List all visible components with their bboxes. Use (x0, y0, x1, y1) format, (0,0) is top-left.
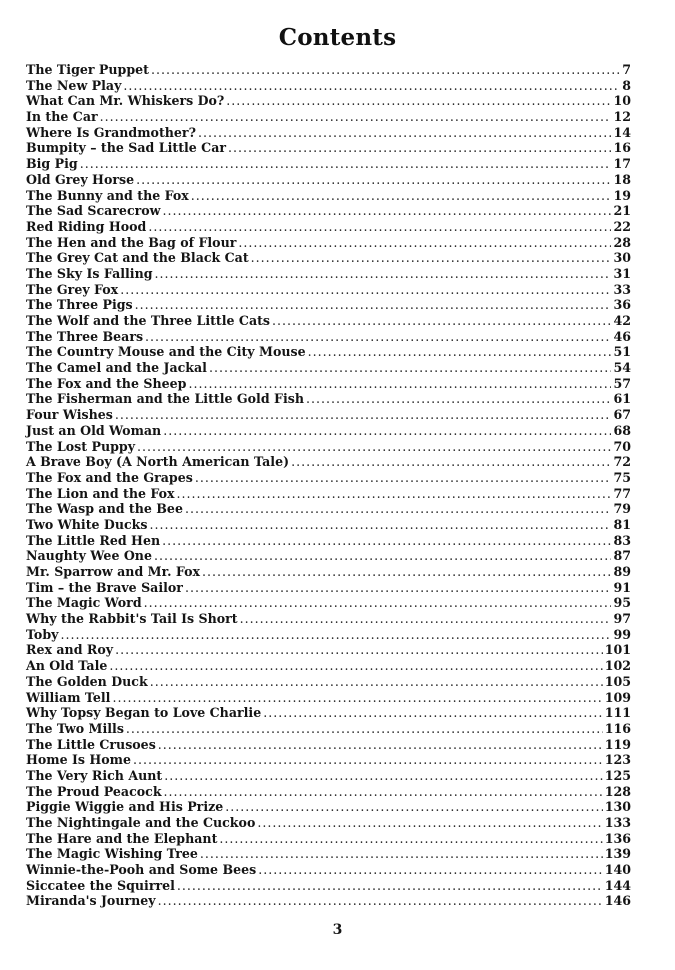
toc-entry (26, 564, 631, 580)
toc-entry-title: The Fisherman and the Little Gold Fish (26, 391, 305, 407)
toc-entry-page: 116 (604, 720, 631, 736)
toc-entry-title: The Wasp and the Bee (26, 501, 183, 517)
dot-leader (226, 93, 611, 109)
dot-leader (100, 109, 612, 125)
toc-entry (26, 313, 631, 329)
dot-leader (109, 658, 602, 674)
toc-entry (26, 329, 631, 345)
toc-entry (26, 548, 631, 564)
toc-entry (26, 486, 631, 502)
toc-entry (26, 439, 631, 455)
dot-leader (191, 188, 612, 204)
toc-entry-page: 136 (604, 830, 631, 846)
dot-leader (135, 297, 612, 313)
toc-entry-title: The Hen and the Bag of Flour (26, 234, 237, 250)
toc-entry-page: 87 (613, 548, 631, 564)
toc-entry-title: The Fox and the Sheep (26, 375, 187, 391)
toc-entry (26, 705, 631, 721)
toc-entry-page: 125 (604, 767, 631, 783)
toc-entry (26, 846, 631, 862)
toc-entry-page: 54 (613, 360, 631, 376)
dot-leader (185, 501, 612, 517)
toc-entry-page: 70 (613, 438, 631, 454)
toc-entry (26, 140, 631, 156)
toc-entry-title: The Little Red Hen (26, 532, 161, 548)
dot-leader (200, 846, 603, 862)
dot-leader (188, 376, 611, 392)
toc-entry-page: 128 (604, 783, 631, 799)
dot-leader (272, 313, 611, 329)
dot-leader (123, 78, 620, 94)
toc-entry-title: Why Topsy Began to Love Charlie (26, 705, 262, 721)
toc-entry-title: The Bunny and the Fox (26, 187, 189, 203)
toc-entry (26, 78, 631, 94)
toc-entry-page: 46 (613, 328, 631, 344)
toc-entry-title: Four Wishes (26, 407, 113, 423)
toc-entry-title: The Camel and the Jackal (26, 360, 207, 376)
toc-entry-page: 139 (604, 846, 631, 862)
dot-leader (225, 799, 602, 815)
toc-entry (26, 752, 631, 768)
toc-entry (26, 297, 631, 313)
toc-entry-page: 7 (622, 62, 631, 77)
dot-leader (150, 674, 603, 690)
toc-entry-title: Tim – the Brave Sailor (26, 579, 183, 595)
dot-leader (263, 705, 602, 721)
toc-entry-title: A Brave Boy (A North American Tale) (26, 454, 290, 470)
toc-entry-page: 57 (613, 375, 631, 391)
toc-entry (26, 109, 631, 125)
toc-entry (26, 815, 631, 831)
toc-entry-title: The Grey Fox (26, 281, 119, 297)
toc-entry-page: 18 (613, 171, 631, 187)
toc-entry (26, 862, 631, 878)
toc-entry (26, 219, 631, 235)
dot-leader (198, 125, 612, 141)
toc-entry (26, 799, 631, 815)
toc-entry-title: Where Is Grandmother? (26, 124, 196, 140)
dot-leader (158, 893, 603, 909)
toc-entry-title: What Can Mr. Whiskers Do? (26, 93, 225, 109)
toc-entry-title: The Sky Is Falling (26, 265, 153, 281)
dot-leader (163, 423, 611, 439)
toc-entry-page: 8 (622, 77, 631, 93)
dot-leader (120, 282, 611, 298)
toc-entry-page: 14 (613, 124, 631, 140)
dot-leader (145, 329, 611, 345)
dot-leader (308, 344, 612, 360)
toc-entry-title: William Tell (26, 689, 111, 705)
toc-entry (26, 580, 631, 596)
dot-leader (115, 407, 612, 423)
dot-leader (163, 203, 612, 219)
toc-entry (26, 62, 631, 78)
toc-entry-page: 95 (613, 595, 631, 611)
toc-entry-page: 75 (613, 469, 631, 485)
toc-entry (26, 831, 631, 847)
dot-leader (185, 580, 612, 596)
dot-leader (164, 768, 602, 784)
toc-entry-page: 77 (613, 485, 631, 501)
toc-entry-page: 31 (613, 265, 631, 281)
toc-entry (26, 423, 631, 439)
toc-entry-page: 21 (613, 203, 631, 219)
dot-leader (251, 250, 612, 266)
toc-entry (26, 878, 631, 894)
toc-entry (26, 517, 631, 533)
toc-entry (26, 360, 631, 376)
toc-entry-page: 42 (613, 313, 631, 328)
toc-entry-page: 51 (613, 344, 631, 360)
toc-entry-page: 119 (604, 736, 631, 752)
toc-entry-page: 99 (613, 626, 631, 642)
dot-leader (133, 752, 603, 768)
toc-entry-title: The Lost Puppy (26, 438, 136, 454)
dot-leader (240, 611, 612, 627)
toc-entry-page: 144 (604, 877, 631, 893)
toc-entry-page: 91 (613, 579, 631, 595)
toc-entry-title: The Tiger Puppet (26, 62, 149, 77)
toc-entry-title: The Wolf and the Three Little Cats (26, 313, 271, 328)
toc-entry (26, 595, 631, 611)
dot-leader (158, 737, 603, 753)
dot-leader (209, 360, 612, 376)
toc-entry-page: 79 (613, 501, 631, 517)
toc-entry-title: Winnie-the-Pooh and Some Bees (26, 862, 257, 878)
toc-entry (26, 407, 631, 423)
toc-entry (26, 282, 631, 298)
toc-entry-page: 97 (613, 611, 631, 627)
toc-entry-title: The Three Pigs (26, 297, 133, 313)
toc-entry-title: Piggie Wiggie and His Prize (26, 799, 224, 815)
toc-entry (26, 721, 631, 737)
toc-entry (26, 737, 631, 753)
toc-entry-title: In the Car (26, 109, 98, 125)
toc-entry (26, 674, 631, 690)
toc-entry (26, 768, 631, 784)
toc-entry-page: 102 (604, 658, 631, 674)
toc-entry-page: 133 (604, 815, 631, 830)
toc-entry-title: The Lion and the Fox (26, 485, 175, 501)
page-number: 3 (332, 922, 343, 938)
dot-leader (149, 517, 611, 533)
toc-entry (26, 266, 631, 282)
toc-entry-page: 17 (613, 156, 631, 172)
dot-leader (115, 642, 603, 658)
toc-entry-title: Big Pig (26, 156, 78, 172)
toc-entry (26, 627, 631, 643)
toc-entry-title: Naughty Wee One (26, 548, 152, 564)
toc-entry-title: The Very Rich Aunt (26, 767, 163, 783)
toc-entry-page: 111 (604, 705, 631, 721)
dot-leader (148, 219, 611, 235)
toc-entry-page: 81 (613, 516, 631, 532)
toc-entry-page: 30 (613, 250, 631, 266)
toc-entry-page: 89 (613, 564, 631, 579)
toc-entry (26, 376, 631, 392)
toc-entry-title: The Sad Scarecrow (26, 203, 161, 219)
dot-leader (80, 156, 612, 172)
toc-entry (26, 611, 631, 627)
toc-entry (26, 172, 631, 188)
toc-entry-page: 130 (604, 799, 631, 815)
toc-entry-page: 72 (613, 454, 631, 470)
toc-entry (26, 501, 631, 517)
toc-entry-page: 140 (604, 862, 631, 878)
toc-entry-title: Just an Old Woman (26, 422, 162, 438)
toc-entry (26, 642, 631, 658)
dot-leader (126, 721, 603, 737)
toc-entry-title: Toby (26, 626, 59, 642)
dot-leader (60, 627, 611, 643)
dot-leader (238, 235, 611, 251)
toc-entry-page: 83 (613, 532, 631, 548)
toc-entry-page: 109 (604, 689, 631, 705)
toc-entry-page: 10 (613, 93, 631, 109)
toc-entry (26, 250, 631, 266)
dot-leader (112, 690, 602, 706)
dot-leader (144, 595, 612, 611)
dot-leader (164, 784, 603, 800)
dot-leader (258, 862, 602, 878)
toc-entry-page: 36 (613, 297, 631, 313)
toc-entry (26, 391, 631, 407)
toc-entry-title: The Three Bears (26, 328, 144, 344)
toc-entry-page: 22 (613, 218, 631, 234)
dot-leader (257, 815, 602, 831)
toc-entry (26, 344, 631, 360)
toc-entry-title: The Magic Word (26, 595, 142, 611)
toc-entry-title: The Nightingale and the Cuckoo (26, 815, 256, 830)
toc-entry (26, 784, 631, 800)
toc-entry-title: The Two Mills (26, 720, 124, 736)
toc-entry-page: 68 (613, 422, 631, 438)
dot-leader (154, 548, 611, 564)
toc-entry-title: Rex and Roy (26, 642, 114, 658)
toc-entry-title: Why the Rabbit's Tail Is Short (26, 611, 238, 627)
dot-leader (155, 266, 612, 282)
toc-entry-title: The Fox and the Grapes (26, 469, 193, 485)
toc-entry-page: 16 (613, 140, 631, 156)
toc-entry-title: Mr. Sparrow and Mr. Fox (26, 564, 200, 579)
toc-entry (26, 188, 631, 204)
toc-entry-page: 123 (604, 752, 631, 768)
dot-leader (136, 172, 611, 188)
toc-entry-title: Red Riding Hood (26, 218, 147, 234)
dot-leader (177, 878, 603, 894)
toc-entry-title: Miranda's Journey (26, 893, 156, 909)
toc-entry-title: Bumpity – the Sad Little Car (26, 140, 227, 156)
toc-entry-page: 105 (604, 673, 631, 689)
dot-leader (162, 533, 611, 549)
toc-entry (26, 156, 631, 172)
toc-entry (26, 893, 631, 909)
toc-entry-page: 67 (613, 407, 631, 423)
toc-entry-title: The Hare and the Elephant (26, 830, 218, 846)
dot-leader (228, 140, 611, 156)
toc-entry (26, 125, 631, 141)
dot-leader (195, 470, 612, 486)
dot-leader (219, 831, 602, 847)
toc-entry (26, 470, 631, 486)
toc-entry (26, 454, 631, 470)
dot-leader (291, 454, 611, 470)
dot-leader (137, 439, 611, 455)
toc-entry-title: The Country Mouse and the City Mouse (26, 344, 306, 360)
toc-entry-page: 146 (604, 893, 631, 909)
toc-entry-title: The New Play (26, 77, 122, 93)
toc-entry-title: Siccatee the Squirrel (26, 877, 175, 893)
dot-leader (306, 391, 611, 407)
toc-entry-page: 101 (604, 642, 631, 658)
toc-entry-page: 12 (613, 109, 631, 125)
toc-entry (26, 533, 631, 549)
dot-leader (177, 486, 612, 502)
toc-entry (26, 235, 631, 251)
toc-entry (26, 690, 631, 706)
toc-entry (26, 203, 631, 219)
toc-entry-title: Home Is Home (26, 752, 132, 768)
toc-entry-title: The Magic Wishing Tree (26, 846, 198, 862)
toc-entry-title: The Little Crusoes (26, 736, 156, 752)
toc-entry-page: 19 (613, 187, 631, 203)
dot-leader (202, 564, 611, 580)
toc-entry-title: The Grey Cat and the Black Cat (26, 250, 249, 266)
table-of-contents (26, 62, 631, 909)
toc-entry-page: 33 (613, 281, 631, 297)
toc-entry-title: Two White Ducks (26, 516, 148, 532)
toc-entry-title: Old Grey Horse (26, 171, 135, 187)
page-title: Contents (278, 24, 397, 51)
toc-entry-title: An Old Tale (26, 658, 108, 674)
toc-entry (26, 658, 631, 674)
toc-entry-title: The Golden Duck (26, 673, 148, 689)
toc-entry-page: 61 (613, 391, 631, 407)
toc-entry (26, 93, 631, 109)
dot-leader (151, 62, 620, 78)
toc-entry-page: 28 (613, 234, 631, 250)
toc-entry-title: The Proud Peacock (26, 783, 162, 799)
